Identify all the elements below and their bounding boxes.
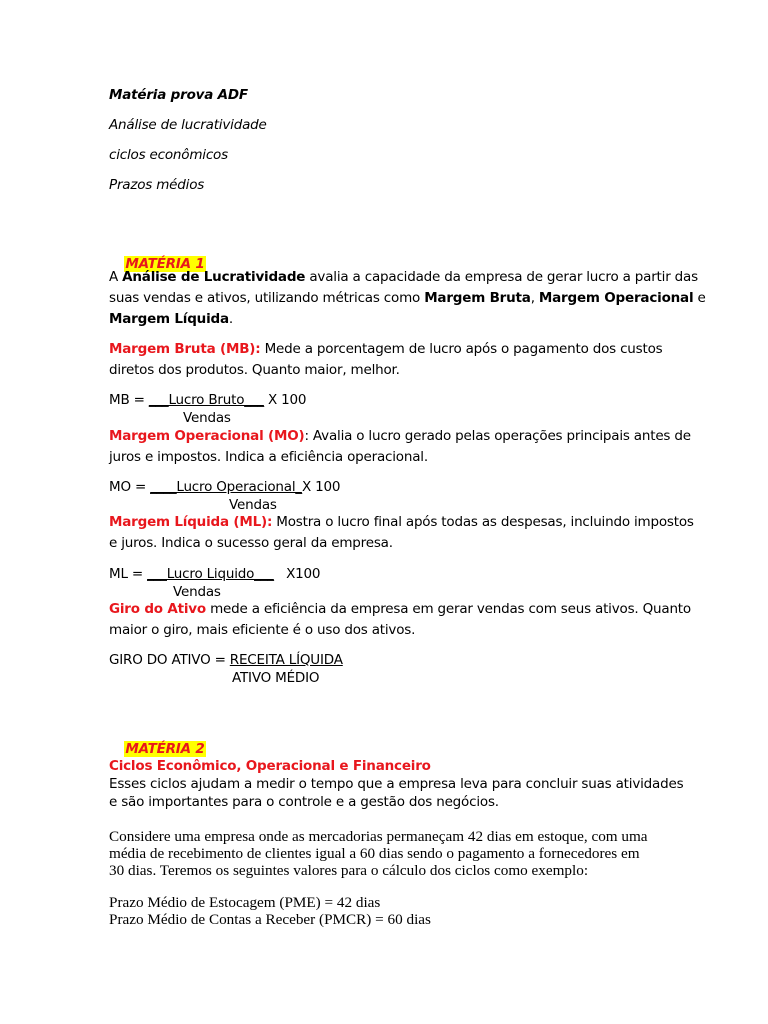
pmcr-line: Prazo Médio de Contas a Receber (PMCR) = 60 dias xyxy=(109,911,431,928)
formula-denominator: ATIVO MÉDIO xyxy=(232,670,320,686)
topic-item: Análise de lucratividade xyxy=(109,117,267,133)
paragraph-line: e são importantes para o controle e a gestão dos negócios. xyxy=(109,794,499,810)
giro-definition-2: maior o giro, mais eficiente é o uso dos ativos. xyxy=(109,622,416,638)
mo-definition-1: Margem Operacional (MO): Avalia o lucro gerado pelas operações principais antes de xyxy=(109,428,691,444)
topic-item: Prazos médios xyxy=(109,177,205,193)
intro-line-1: A Análise de Lucratividade avalia a capacidade da empresa de gerar lucro a partir das xyxy=(109,269,698,285)
formula-numerator: ___Lucro Liquido___ xyxy=(147,566,274,582)
example-line: 30 dias. Teremos os seguintes valores para o cálculo dos ciclos como exemplo: xyxy=(109,862,589,879)
formula-denominator: Vendas xyxy=(229,497,277,513)
mb-label: Margem Bruta (MB): xyxy=(109,341,261,357)
mo-definition-2: juros e impostos. Indica a eficiência operacional. xyxy=(109,449,428,465)
ml-label: Margem Líquida (ML): xyxy=(109,514,273,530)
mo-label: Margem Operacional (MO) xyxy=(109,428,305,444)
ml-definition-1: Margem Líquida (ML): Mostra o lucro final após todas as despesas, incluindo impostos xyxy=(109,514,694,530)
giro-formula: GIRO DO ATIVO = RECEITA LÍQUIDA xyxy=(109,652,343,668)
section-subheading: Ciclos Econômico, Operacional e Financeiro xyxy=(109,758,431,774)
highlighted-heading: MATÉRIA 1 xyxy=(125,256,205,272)
topic-item: ciclos econômicos xyxy=(109,147,228,163)
mb-formula: MB = ___Lucro Bruto___ X 100 xyxy=(109,392,307,408)
formula-denominator: Vendas xyxy=(173,584,221,600)
document-title: Matéria prova ADF xyxy=(109,87,248,103)
mo-formula: MO = ____Lucro Operacional_X 100 xyxy=(109,479,341,495)
formula-numerator: ___Lucro Bruto___ xyxy=(148,392,264,408)
giro-definition-1: Giro do Ativo mede a eficiência da empresa em gerar vendas com seus ativos. Quanto xyxy=(109,601,691,617)
paragraph-line: Esses ciclos ajudam a medir o tempo que a empresa leva para concluir suas atividades xyxy=(109,776,684,792)
giro-label: Giro do Ativo xyxy=(109,601,206,617)
example-line: média de recebimento de clientes igual a 60 dias sendo o pagamento a fornecedores em xyxy=(109,845,640,862)
mb-definition-2: diretos dos produtos. Quanto maior, melhor. xyxy=(109,362,400,378)
highlighted-heading: MATÉRIA 2 xyxy=(125,741,205,757)
formula-denominator: Vendas xyxy=(183,410,231,426)
formula-numerator: ____Lucro Operacional_ xyxy=(150,479,302,495)
formula-numerator: RECEITA LÍQUIDA xyxy=(229,652,343,668)
intro-line-3: Margem Líquida. xyxy=(109,311,233,327)
ml-definition-2: e juros. Indica o sucesso geral da empresa. xyxy=(109,535,393,551)
intro-line-2: suas vendas e ativos, utilizando métricas como Margem Bruta, Margem Operacional e xyxy=(109,290,706,306)
mb-definition-1: Margem Bruta (MB): Mede a porcentagem de lucro após o pagamento dos custos xyxy=(109,341,663,357)
ml-formula: ML = ___Lucro Liquido___ X100 xyxy=(109,566,321,582)
pme-line: Prazo Médio de Estocagem (PME) = 42 dias xyxy=(109,894,381,911)
example-line: Considere uma empresa onde as mercadorias permaneçam 42 dias em estoque, com uma xyxy=(109,828,648,845)
